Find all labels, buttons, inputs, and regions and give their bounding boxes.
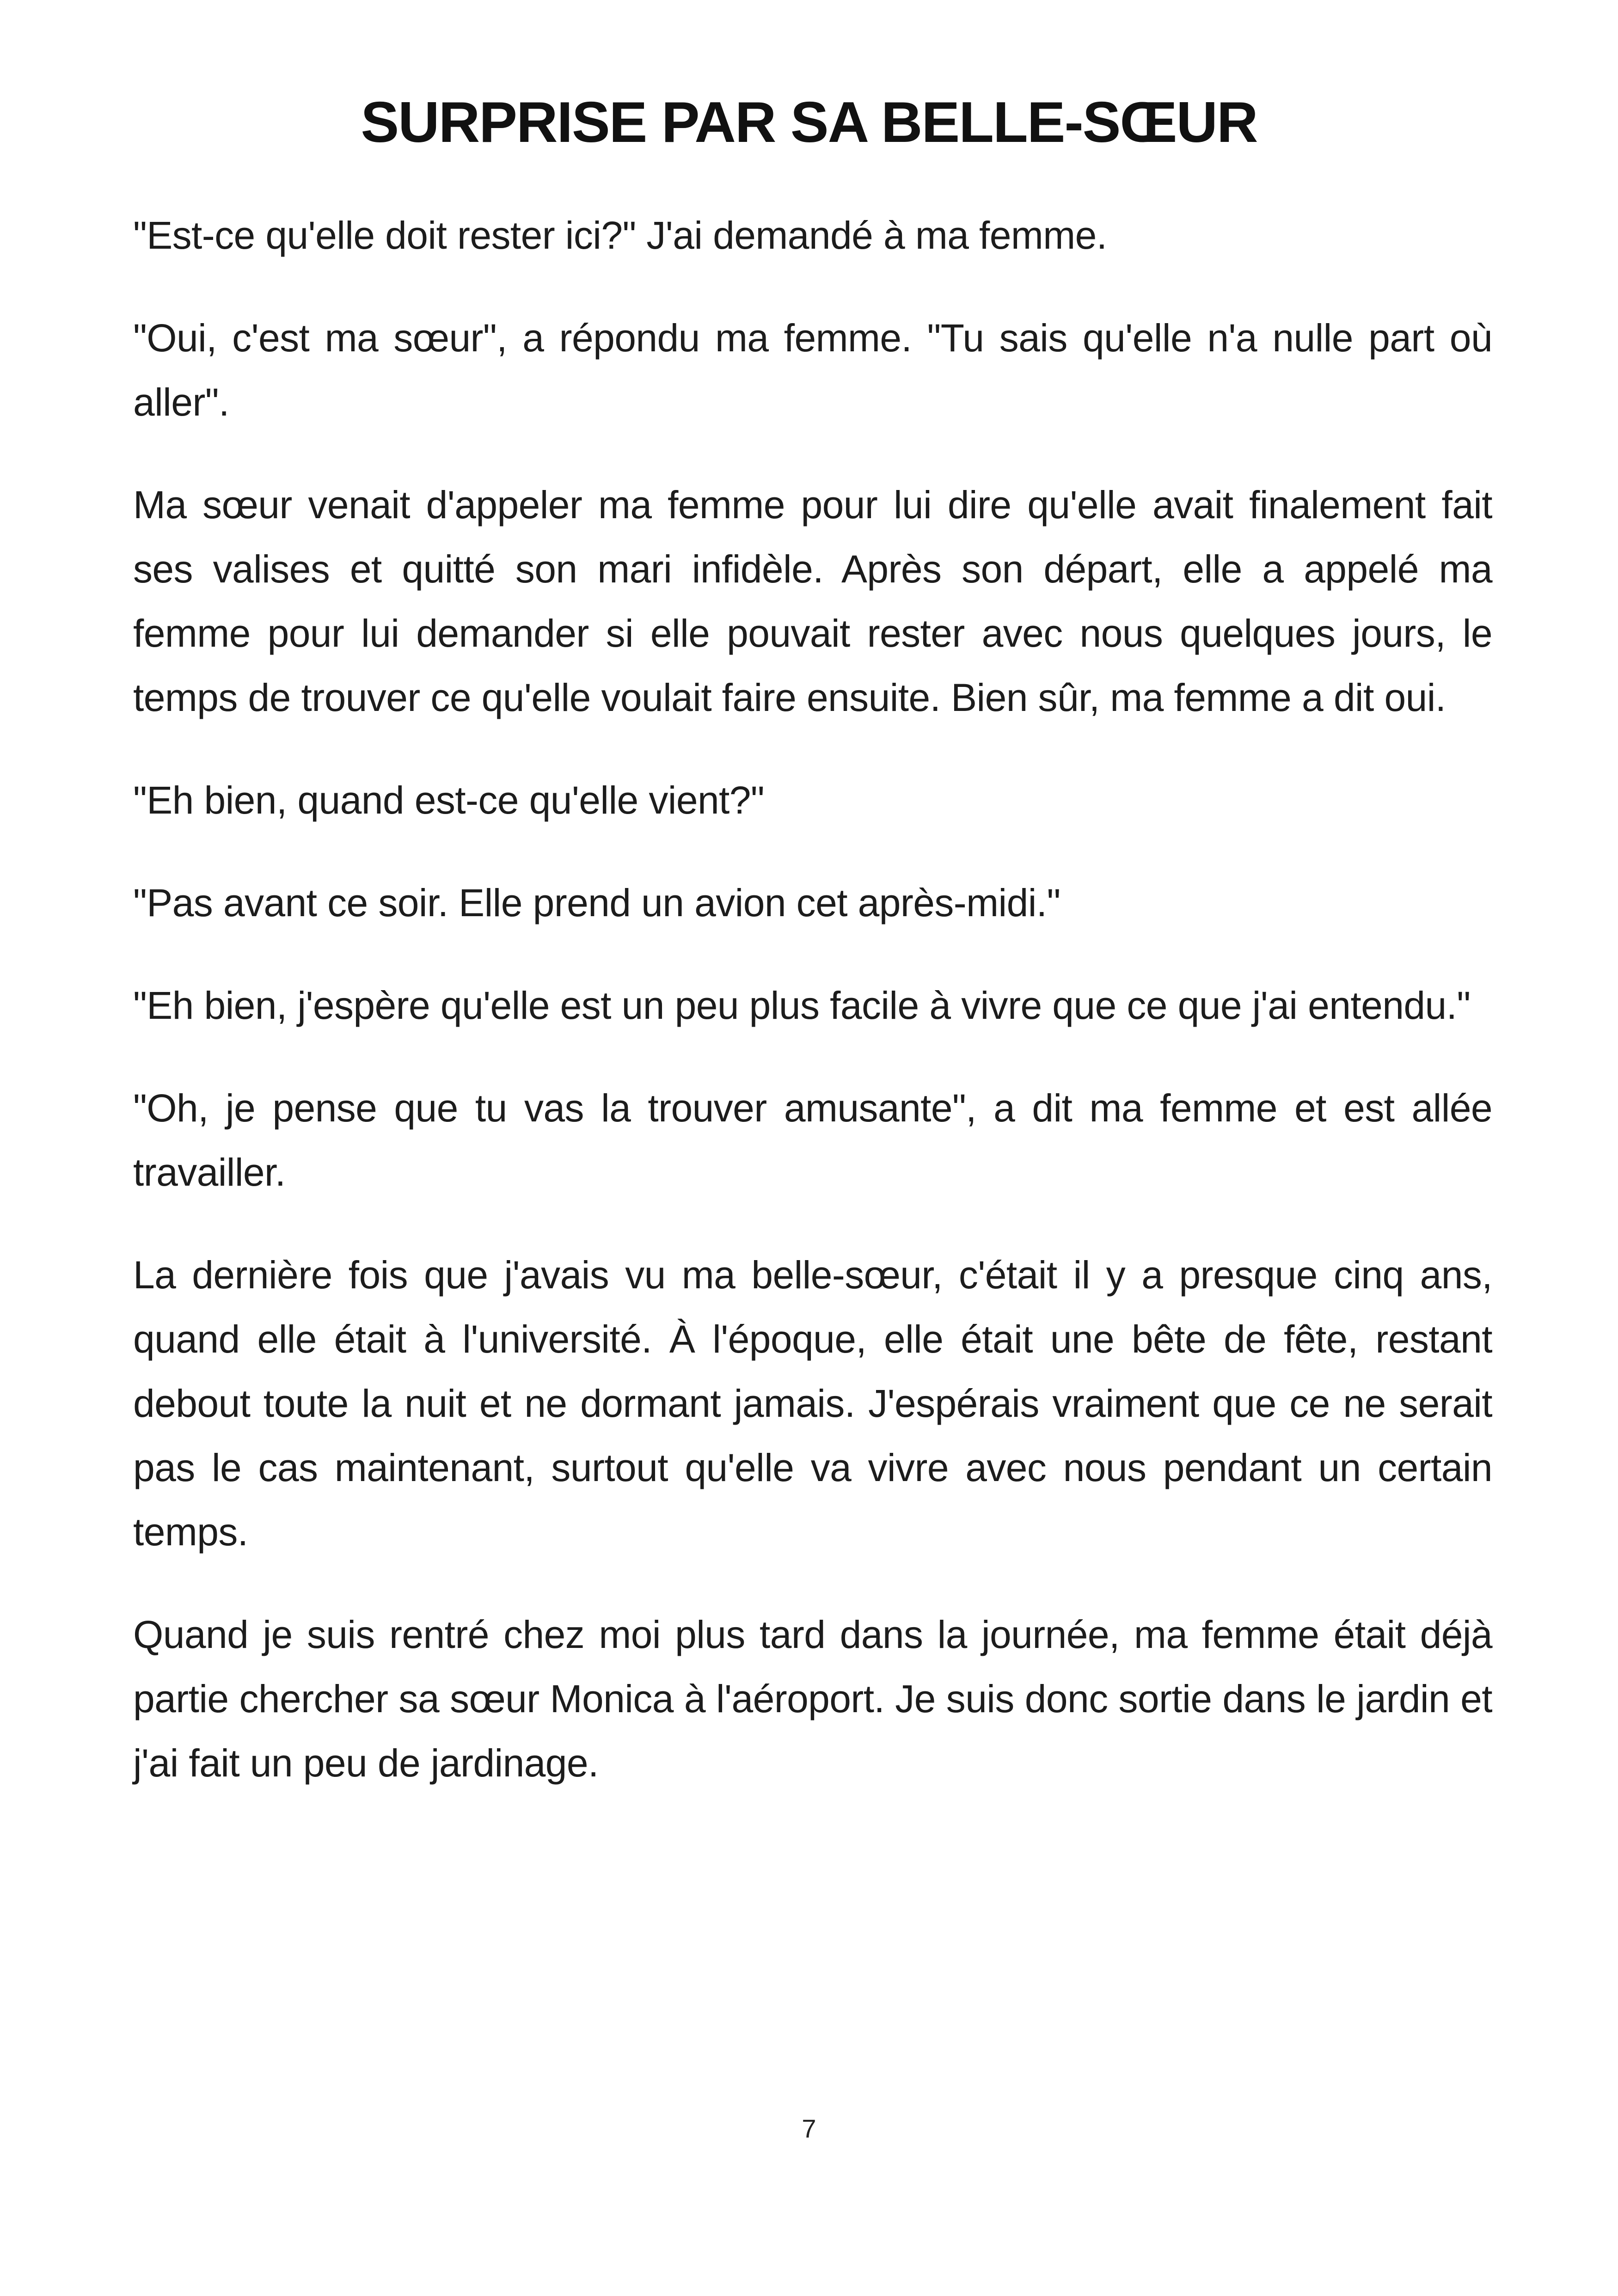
paragraph-1: "Est-ce qu'elle doit rester ici?" J'ai demandé à ma femme.: [133, 214, 1107, 257]
paragraph-3: Ma sœur venait d'appeler ma femme pour lui dire qu'elle avait finalement fait ses valises et quitté son mari infidèle. Après son départ, elle a appelé ma femme pour lui demander si elle pouvait rester avec nous quelques jours, le temps de trouver ce qu'elle voulait faire ensuite. Bien sûr, ma femme a dit oui.: [133, 483, 1492, 719]
page-number: 7: [802, 2114, 816, 2143]
paragraph-7: "Oh, je pense que tu vas la trouver amusante", a dit ma femme et est allée travailler.: [133, 1086, 1492, 1194]
body-text: [133, 203, 1492, 1834]
paragraph-2: "Oui, c'est ma sœur", a répondu ma femme. "Tu sais qu'elle n'a nulle part où aller".: [133, 316, 1492, 424]
paragraph-8: La dernière fois que j'avais vu ma belle-sœur, c'était il y a presque cinq ans, quand elle était à l'université. À l'époque, elle était une bête de fête, restant debout toute la nuit et ne dormant jamais. J'espérais vraiment que ce ne serait pas le cas maintenant, surtout qu'elle va vivre avec nous pendant un certain temps.: [133, 1253, 1492, 1554]
page-title: SURPRISE PAR SA BELLE-SŒUR: [361, 91, 1257, 154]
paragraph-4: "Eh bien, quand est-ce qu'elle vient?": [133, 778, 765, 822]
paragraph-6: "Eh bien, j'espère qu'elle est un peu plus facile à vivre que ce que j'ai entendu.": [133, 984, 1471, 1027]
paragraph-9: Quand je suis rentré chez moi plus tard dans la journée, ma femme était déjà partie chercher sa sœur Monica à l'aéroport. Je suis donc sortie dans le jardin et j'ai fait un peu de jardinage.: [133, 1613, 1492, 1785]
paragraph-5: "Pas avant ce soir. Elle prend un avion cet après-midi.": [133, 881, 1060, 925]
